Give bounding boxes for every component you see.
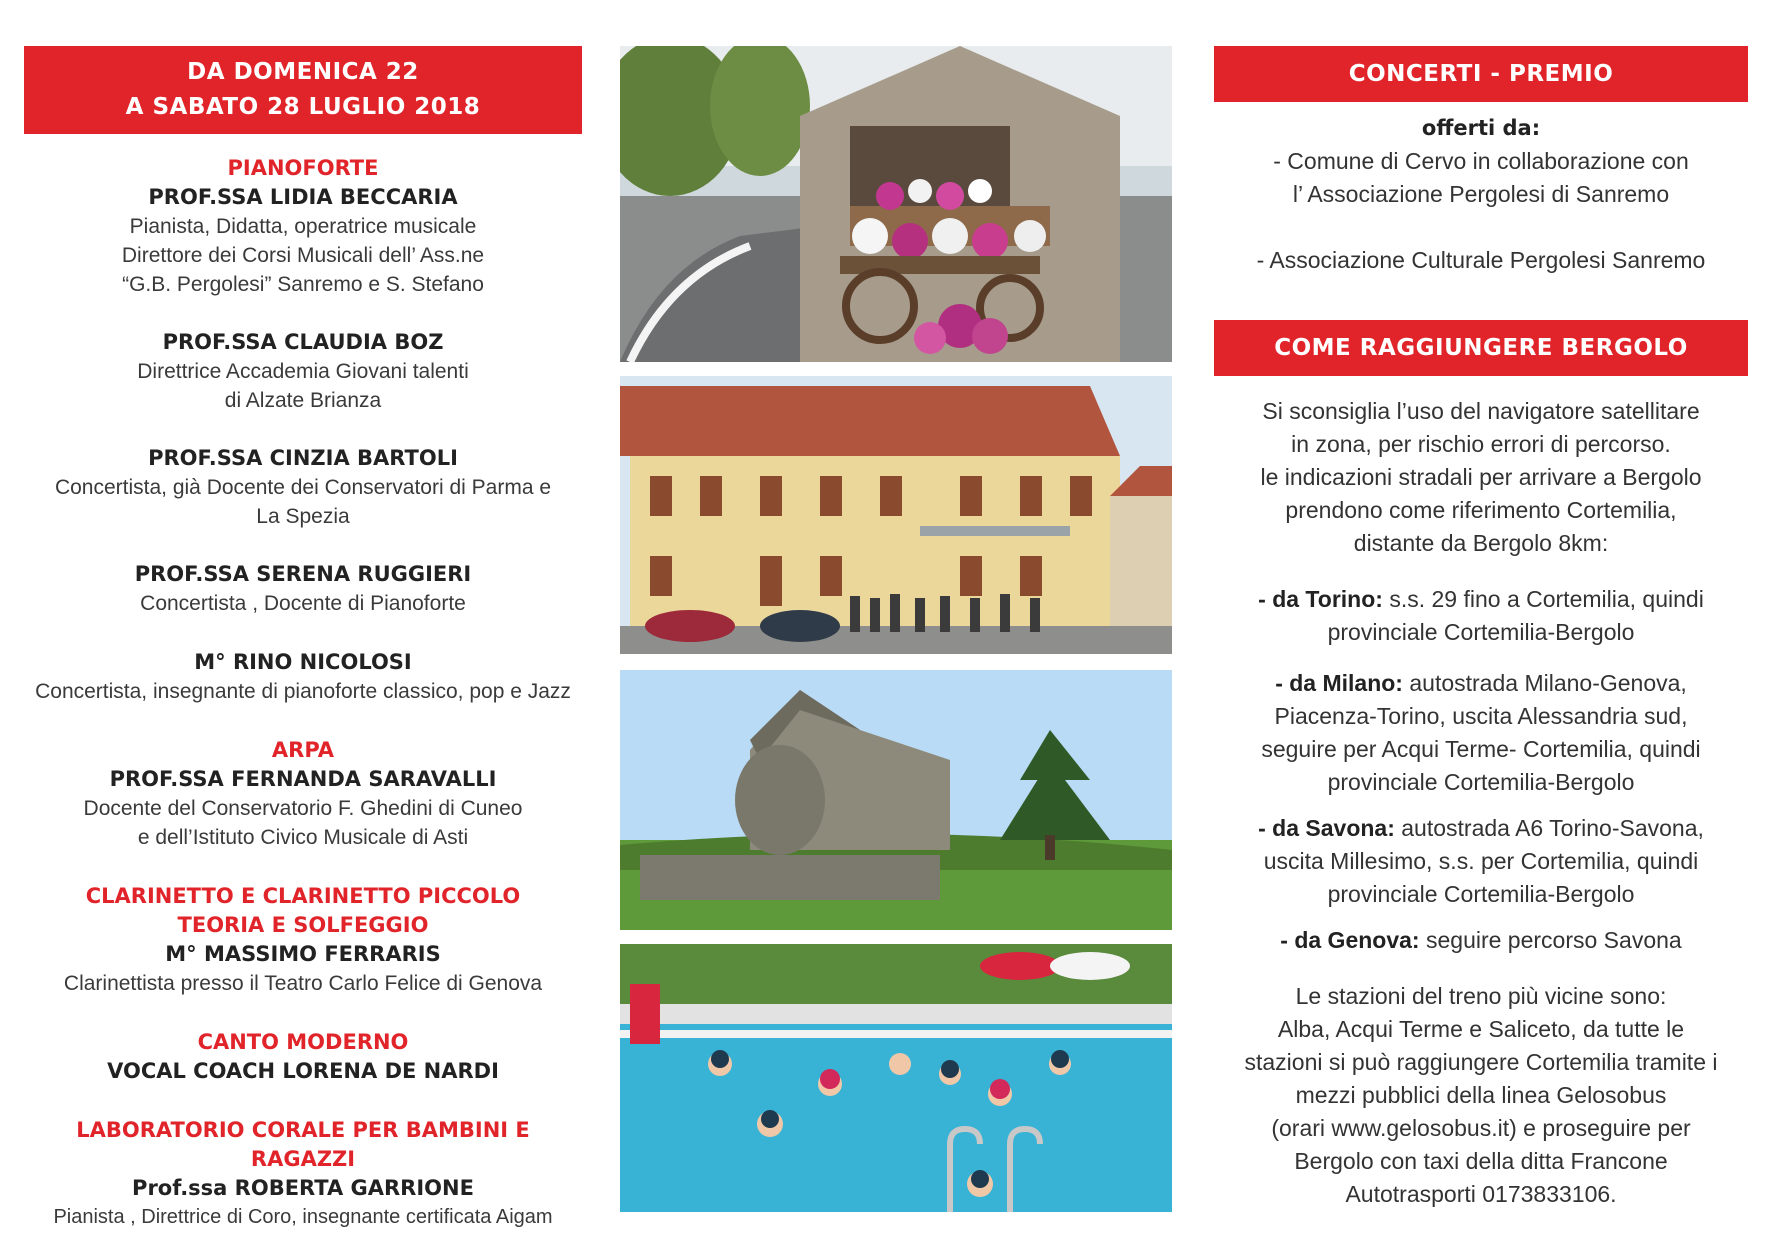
category-canto: CANTO MODERNO	[197, 1030, 409, 1054]
route-line: provinciale Cortemilia-Bergolo	[1327, 769, 1635, 795]
teacher-desc: La Spezia	[256, 505, 350, 528]
treni-line: Le stazioni del treno più vicine sono:	[1295, 983, 1667, 1009]
teacher-name: VOCAL COACH LORENA DE NARDI	[107, 1059, 499, 1083]
teacher-desc: Pianista , Direttrice di Coro, insegnante certificata Aigam	[53, 1206, 553, 1228]
category-laboratorio: LABORATORIO CORALE PER BAMBINI E RAGAZZI	[76, 1118, 530, 1171]
dates-line-1: DA DOMENICA 22	[187, 59, 419, 85]
category-teoria: TEORIA E SOLFEGGIO	[177, 913, 429, 937]
teacher-desc: e dell’Istituto Civico Musicale di Asti	[137, 826, 469, 849]
laboratorio-section	[24, 1116, 582, 1232]
category-arpa: ARPA	[271, 738, 335, 762]
teacher-name: M° MASSIMO FERRARIS	[165, 942, 441, 966]
category-clarinetto: CLARINETTO E CLARINETTO PICCOLO	[85, 884, 521, 908]
come-raggiungere-banner: COME RAGGIUNGERE BERGOLO	[1214, 320, 1748, 376]
route-label: - da Genova:	[1280, 927, 1420, 953]
teacher-ruggieri	[24, 560, 582, 618]
offerti-label: offerti da:	[1421, 116, 1541, 140]
teacher-desc: Clarinettista presso il Teatro Carlo Felice di Genova	[63, 972, 543, 995]
route-genova	[1214, 924, 1748, 957]
treni-line: stazioni si può raggiungere Cortemilia tramite i	[1244, 1049, 1718, 1075]
clarinetto-section	[24, 882, 582, 998]
concerti-line: l’ Associazione Pergolesi di Sanremo	[1292, 181, 1670, 207]
intro-line: Si sconsiglia l’uso del navigatore satellitare	[1262, 398, 1700, 424]
teacher-desc: Concertista , Docente di Pianoforte	[140, 592, 466, 615]
category-pianoforte: PIANOFORTE	[227, 156, 379, 180]
concerti-section	[1214, 112, 1748, 277]
photo-flower-cart	[620, 46, 1172, 362]
treni-line: Alba, Acqui Terme e Saliceto, da tutte le	[1277, 1016, 1685, 1042]
concerti-line: - Comune di Cervo in collaborazione con	[1273, 148, 1689, 174]
route-line: uscita Millesimo, s.s. per Cortemilia, quindi	[1263, 848, 1699, 874]
treni-line: mezzi pubblici della linea Gelosobus	[1295, 1082, 1667, 1108]
teacher-name: PROF.SSA CINZIA BARTOLI	[148, 446, 458, 470]
treni-section	[1214, 980, 1748, 1211]
teacher-bartoli	[24, 444, 582, 531]
route-line: s.s. 29 fino a Cortemilia, quindi	[1382, 586, 1704, 612]
teacher-desc: di Alzate Brianza	[224, 389, 382, 412]
dates-banner	[24, 46, 582, 134]
teacher-desc: Concertista, già Docente dei Conservatori di Parma e	[54, 476, 552, 499]
come-intro	[1214, 395, 1748, 560]
photo-column	[620, 0, 1172, 1252]
spacer	[1214, 211, 1748, 244]
teacher-desc: “G.B. Pergolesi” Sanremo e S. Stefano	[122, 273, 484, 296]
teacher-boz	[24, 328, 582, 415]
teacher-desc: Direttore dei Corsi Musicali dell’ Ass.ne	[121, 244, 485, 267]
photo-pool	[620, 944, 1172, 1212]
route-milano	[1214, 667, 1748, 799]
arpa-section	[24, 736, 582, 852]
teacher-desc: Direttrice Accademia Giovani talenti	[137, 360, 469, 383]
route-line: autostrada A6 Torino-Savona,	[1394, 815, 1704, 841]
teacher-beccaria	[24, 183, 582, 299]
treni-line: (orari www.gelosobus.it) e proseguire per	[1271, 1115, 1691, 1141]
concerti-banner: CONCERTI - PREMIO	[1214, 46, 1748, 102]
photo-yellow-building	[620, 376, 1172, 654]
canto-section	[24, 1028, 582, 1086]
treni-line: Autotrasporti 0173833106.	[1345, 1181, 1617, 1207]
teacher-name: PROF.SSA LIDIA BECCARIA	[148, 185, 458, 209]
intro-line: in zona, per rischio errori di percorso.	[1291, 431, 1671, 457]
route-torino	[1214, 583, 1748, 649]
teacher-name: M° RINO NICOLOSI	[194, 650, 412, 674]
intro-line: distante da Bergolo 8km:	[1353, 530, 1609, 556]
teacher-name: Prof.ssa ROBERTA GARRIONE	[132, 1176, 474, 1200]
route-label: - da Milano:	[1275, 670, 1403, 696]
route-line: Piacenza-Torino, uscita Alessandria sud,	[1274, 703, 1688, 729]
teacher-desc: Concertista, insegnante di pianoforte classico, pop e Jazz	[35, 680, 571, 703]
intro-line: prendono come riferimento Cortemilia,	[1285, 497, 1677, 523]
teacher-desc: Docente del Conservatorio F. Ghedini di Cuneo	[83, 797, 523, 820]
route-savona	[1214, 812, 1748, 911]
photo-chapel	[620, 670, 1172, 930]
teacher-name: PROF.SSA CLAUDIA BOZ	[162, 330, 444, 354]
route-label: - da Savona:	[1258, 815, 1395, 841]
route-line: autostrada Milano-Genova,	[1402, 670, 1687, 696]
intro-line: le indicazioni stradali per arrivare a Bergolo	[1260, 464, 1702, 490]
teacher-name: PROF.SSA FERNANDA SARAVALLI	[109, 767, 497, 791]
concerti-line: - Associazione Culturale Pergolesi Sanremo	[1256, 247, 1706, 273]
route-label: - da Torino:	[1258, 586, 1383, 612]
teacher-name: PROF.SSA SERENA RUGGIERI	[134, 562, 472, 586]
right-column	[1214, 0, 1748, 1252]
dates-line-2: A SABATO 28 LUGLIO 2018	[125, 94, 481, 120]
route-line: provinciale Cortemilia-Bergolo	[1327, 619, 1635, 645]
route-line: seguire percorso Savona	[1419, 927, 1682, 953]
route-line: provinciale Cortemilia-Bergolo	[1327, 881, 1635, 907]
route-line: seguire per Acqui Terme- Cortemilia, quindi	[1261, 736, 1701, 762]
treni-line: Bergolo con taxi della ditta Francone	[1294, 1148, 1668, 1174]
pianoforte-section	[24, 154, 582, 299]
teacher-desc: Pianista, Didatta, operatrice musicale	[129, 215, 477, 238]
teacher-nicolosi	[24, 648, 582, 706]
